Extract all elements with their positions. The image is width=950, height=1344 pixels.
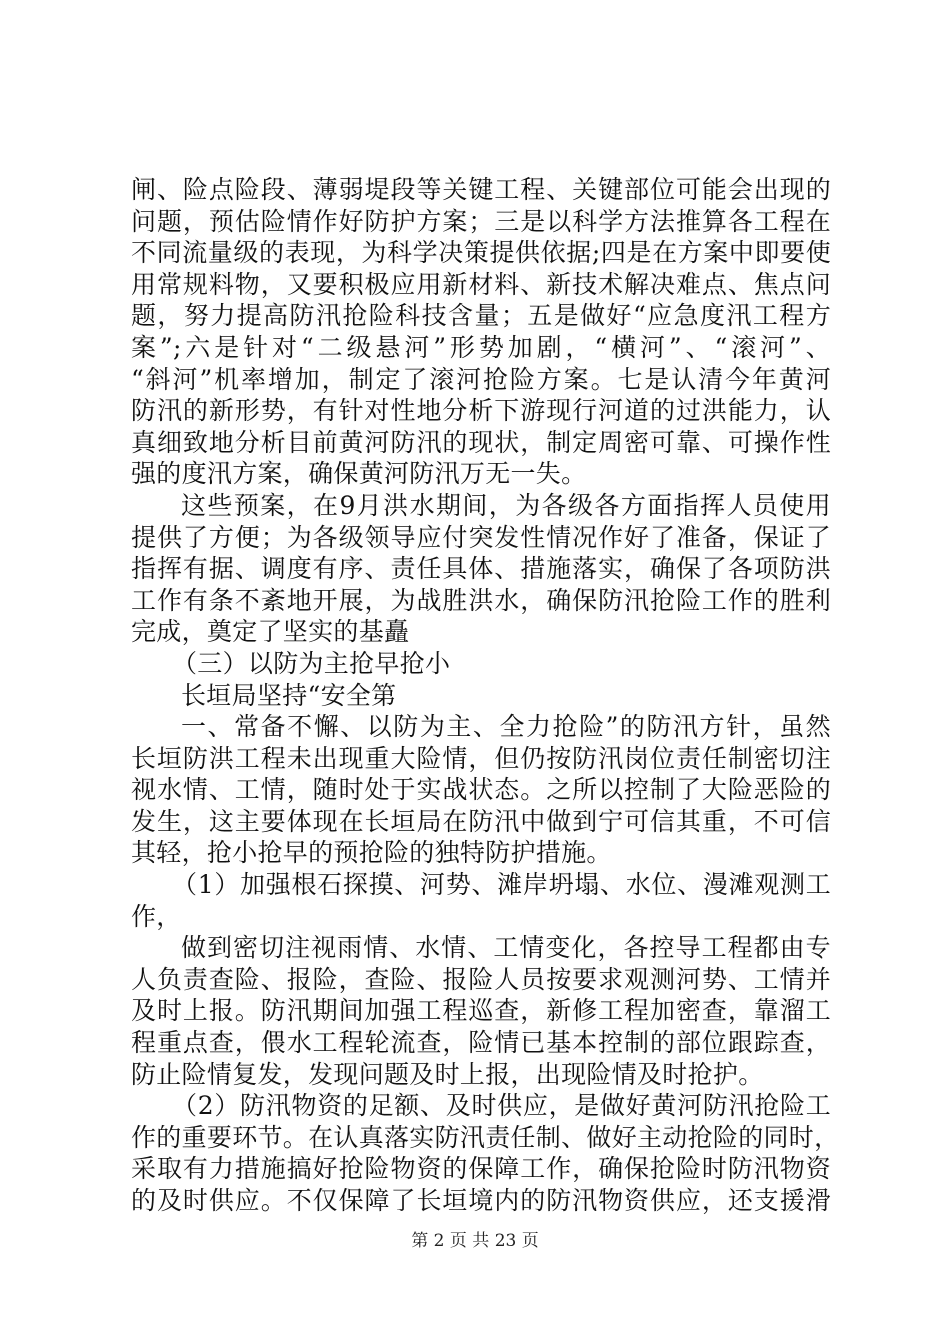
text-line: 视水情、工情，随时处于实战状态。之所以控制了大险恶险的 (131, 775, 831, 805)
text-line: 的及时供应。不仅保障了长垣境内的防汛物资供应，还支援滑 (131, 1186, 831, 1215)
text-line: 长垣防洪工程未出现重大险情，但仍按防汛岗位责任制密切注 (131, 743, 831, 773)
text-line: 防汛的新形势，有针对性地分析下游现行河道的过洪能力，认 (131, 396, 831, 426)
section-heading: （三）以防为主抢早抢小 (172, 648, 451, 678)
text-line: 题，努力提高防汛抢险科技含量；五是做好“应急度汛工程方 (131, 301, 831, 331)
text-line: 程重点查，偎水工程轮流查，险情已基本控制的部位跟踪查， (131, 1028, 831, 1058)
paragraph-first-line: 一、常备不懈、以防为主、全力抢险”的防汛方针，虽然 (181, 712, 831, 742)
text-line: 不同流量级的表现，为科学决策提供依据;四是在方案中即要使 (131, 238, 831, 268)
text-line: 防止险情复发，发现问题及时上报，出现险情及时抢护。 (131, 1059, 764, 1089)
text-line: 提供了方便；为各级领导应付突发性情况作好了准备，保证了 (131, 522, 831, 552)
text-line: 用常规料物，又要积极应用新材料、新技术解决难点、焦点问 (131, 269, 831, 299)
text-line: 案”;六是针对“二级悬河”形势加剧，“横河”、“滚河”、 (131, 332, 831, 362)
subsection-heading: （1）加强根石探摸、河势、滩岸坍塌、水位、漫滩观测工 (172, 870, 831, 900)
text-line: 真细致地分析目前黄河防汛的现状，制定周密可靠、可操作性 (131, 427, 831, 457)
text-line: 闸、险点险段、薄弱堤段等关键工程、关键部位可能会出现的 (131, 175, 831, 204)
page-number-footer: 第 2 页 共 23 页 (411, 1231, 539, 1251)
subsection-heading: （2）防汛物资的足额、及时供应，是做好黄河防汛抢险工 (172, 1091, 831, 1121)
text-line: “斜河”机率增加，制定了滚河抢险方案。七是认清今年黄河 (131, 364, 831, 394)
text-line: 指挥有据、调度有序、责任具体、措施落实，确保了各项防洪 (131, 554, 831, 584)
text-line: 采取有力措施搞好抢险物资的保障工作，确保抢险时防汛物资 (131, 1154, 831, 1184)
text-line: 强的度汛方案，确保黄河防汛万无一失。 (131, 459, 587, 489)
paragraph-first-line: 长垣局坚持“安全第 (181, 680, 397, 710)
text-line: 发生，这主要体现在长垣局在防汛中做到宁可信其重，不可信 (131, 806, 831, 836)
text-line: 工作有条不紊地开展，为战胜洪水，确保防汛抢险工作的胜利 (131, 585, 831, 615)
document-body (131, 174, 840, 1217)
text-line: 作， (131, 901, 182, 931)
text-line: 人负责查险、报险，查险、报险人员按要求观测河势、工情并 (131, 964, 831, 994)
text-line: 其轻，抢小抢早的预抢险的独特防护措施。 (131, 838, 612, 868)
text-line: 完成，奠定了坚实的基矗 (131, 617, 410, 647)
paragraph-first-line: 这些预案，在9月洪水期间，为各级各方面指挥人员使用 (181, 490, 831, 520)
text-line: 及时上报。防汛期间加强工程巡查，新修工程加密查，靠溜工 (131, 996, 831, 1026)
text-line: 问题，预估险情作好防护方案；三是以科学方法推算各工程在 (131, 206, 831, 236)
text-line: 作的重要环节。在认真落实防汛责任制、做好主动抢险的同时， (131, 1122, 840, 1152)
paragraph-first-line: 做到密切注视雨情、水情、工情变化，各控导工程都由专 (181, 933, 831, 963)
